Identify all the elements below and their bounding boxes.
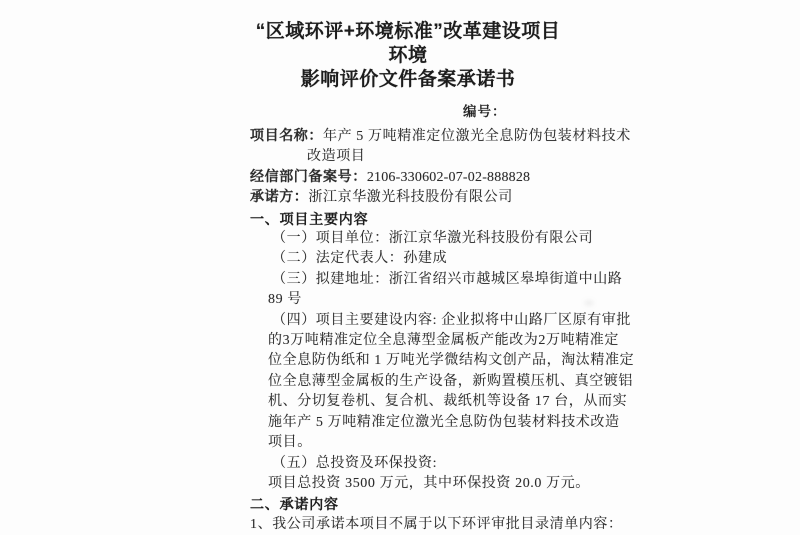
document-title-line2: 影响评价文件备案承诺书 [300,69,516,90]
item-project-unit: （一）项目单位：浙江京华激光科技股份有限公司 [272,231,594,247]
item-construction-line: 位全息薄型金属板的生产设备，新购置模压机、真空镀铝 [268,373,633,389]
field-project-name-value: 年产 5 万吨精准定位激光全息防伪包装材料技术 [323,129,631,144]
item-investment-heading: （五）总投资及环保投资: [272,455,438,471]
field-record-number-label: 经信部门备案号： [250,169,367,185]
field-project-name-label: 项目名称： [250,129,323,144]
item-construction-line: （四）项目主要建设内容: 企业拟将中山路厂区原有审批 [272,312,631,328]
scan-artifact [562,418,576,425]
scan-artifact [584,300,594,306]
item-legal-representative: （二）法定代表人：孙建成 [272,251,448,267]
field-promisor-label: 承诺方： [250,190,309,206]
document-title-line1: “区域环评+环境标准”改革建设项目环境 [255,21,561,66]
item-construction-line: 的3万吨精准定位全息薄型金属板产能改为2万吨精准定 [268,333,619,349]
item-construction-line: 项目。 [268,435,312,451]
item-site-address-line2: 89 号 [268,292,302,308]
section-commitment-heading: 二、承诺内容 [250,496,339,513]
document-number-label: 编号： [463,104,507,119]
field-project-name [250,127,631,147]
scanned-document-page [250,20,635,535]
field-record-number [250,168,566,188]
commitment-item-1: 1、我公司承诺本项目不属于以下环评审批目录清单内容： [250,516,623,532]
document-title [250,20,566,92]
item-construction-line: 施年产 5 万吨精准定位激光全息防伪包装材料技术改造 [268,414,620,430]
field-record-number-value: 2106-330602-07-02-888828 [366,169,531,185]
field-project-name-continuation: 改造项目 [307,149,366,165]
item-construction-line: 机、分切复卷机、复合机、裁纸机等设备 17 台，从而实 [268,394,628,410]
item-construction-line: 位全息防伪纸和 1 万吨光学微结构文创产品，淘汰精准定 [268,353,635,369]
item-investment-detail: 项目总投资 3500 万元，其中环保投资 20.0 万元。 [268,475,590,491]
item-site-address-line1: （三）拟建地址：浙江省绍兴市越城区皋埠街道中山路 [272,271,623,287]
field-promisor-value: 浙江京华激光科技股份有限公司 [308,190,513,206]
field-promisor [250,188,566,208]
document-number-line [250,104,566,120]
document-body [250,127,635,535]
section-main-heading: 一、项目主要内容 [250,210,369,227]
